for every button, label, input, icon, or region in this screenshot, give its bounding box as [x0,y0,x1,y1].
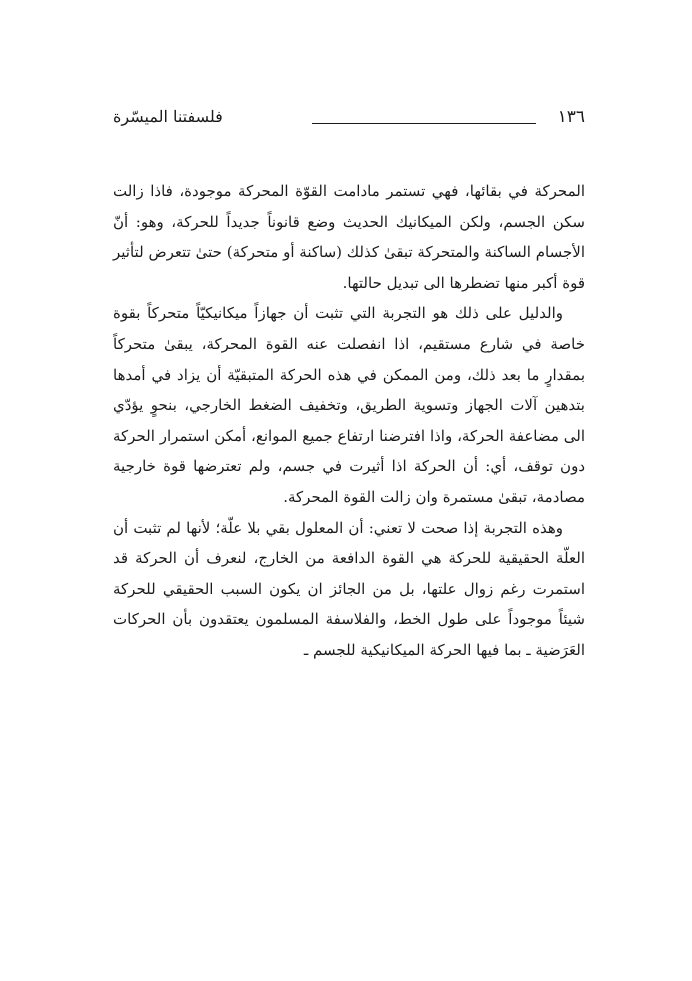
body-text [113,176,585,846]
running-title: فلسفتنا الميسّرة [113,107,223,126]
page-header [113,104,585,134]
paragraph: والدليل على ذلك هو التجربة التي تثبت أن جهازاً ميكانيكيّاً متحركاً بقوة خاصة في شارع مستقيم، اذا انفصلت عنه القوة المحركة، يبقىٰ متحركاً بمقدارٍ ما بعد ذلك، ومن الممكن في هذه الحركة المتبقيّة أن يزاد في أمدها بتدهين آلات الجهاز وتسوية الطريق، وتخفيف الضغط الخارجي، بنحوٍ يؤدّي الى مضاعفة الحركة، واذا افترضنا ارتفاع جميع الموانع، أمكن استمرار الحركة دون توقف، أي: أن الحركة اذا أثيرت في جسم، ولم تعترضها قوة خارجية مصادمة، تبقىٰ مستمرة وان زالت القوة المحركة. [113,304,585,506]
header-rule [312,123,536,124]
paragraph: المحركة في بقائها، فهي تستمر مادامت القوّة المحركة موجودة، فاذا زالت سكن الجسم، ولكن الميكانيك الحديث وضع قانوناً جديداً للحركة، وهو: أنّ الأجسام الساكنة والمتحركة تبقىٰ كذلك (ساكنة أو متحركة) حتىٰ تتعرض لتأثير قوة أكبر منها تضطرها الى تبديل حالتها. [113,182,585,292]
page-number: ١٣٦ [557,107,585,127]
paragraph: وهذه التجربة إذا صحت لا تعني: أن المعلول بقي بلا علّة؛ لأنها لم تثبت أن العلّة الحقيقية للحركة هي القوة الدافعة من الخارج، لنعرف أن الحركة قد استمرت رغم زوال علتها، بل من الجائز ان يكون السبب الحقيقي للحركة شيئاً موجوداً على طول الخط، والفلاسفة المسلمون يعتقدون بأن الحركات العَرَضية ـ بما فيها الحركة الميكانيكية للجسم ـ [113,518,585,659]
